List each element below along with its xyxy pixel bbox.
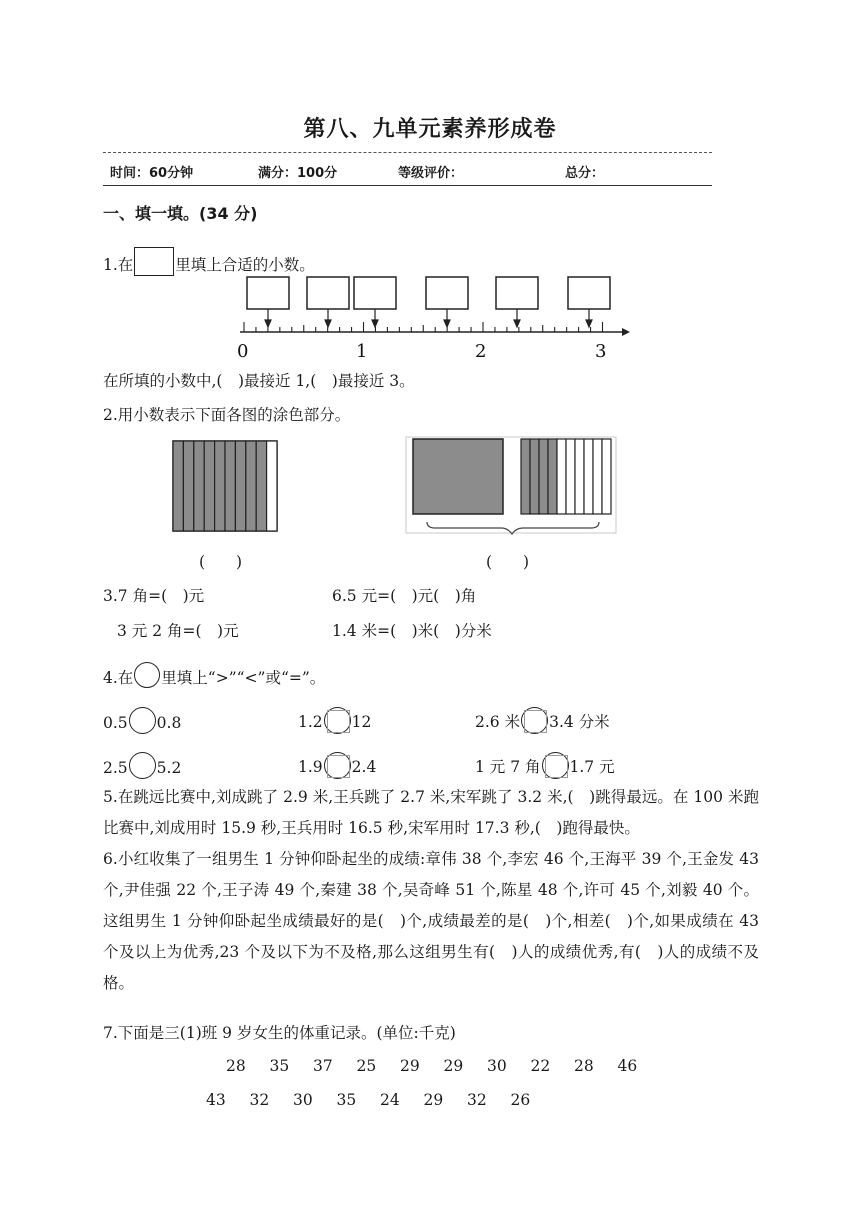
strip [256,441,266,531]
weight-row-2 [206,1091,554,1109]
compare-item: 1.2 12 [298,707,371,734]
weight-value: 29 [423,1091,444,1109]
answer-box[interactable] [247,277,289,309]
compare-item: 1 元 7 角 1.7 元 [475,752,615,779]
axis-arrow-icon [622,328,630,336]
answer-box[interactable] [568,277,610,309]
weight-value: 28 [226,1057,246,1075]
question-2: 2.用小数表示下面各图的涂色部分。 [103,406,351,424]
section-heading: 一、填一填。(34 分) [103,204,258,223]
meta-grade: 等级评价： [398,166,464,181]
question-5: 5.在跳远比赛中,刘成跳了 2.9 米,王兵跳了 2.7 米,宋军跳了 3.2 米,( )跳得最远。在 100 米跑比赛中,刘成用时 15.9 秒,王兵用时 16.5 秒,宋军用时 17.3 秒,( )跑得最快。 [103,788,759,837]
weight-row-1 [226,1057,661,1075]
q2-answer-left[interactable]: ( ) [199,553,243,571]
strip [204,441,214,531]
pointer-arrows [265,309,592,327]
q3-item-c: 3 元 2 角=( )元 [117,622,239,640]
answer-box[interactable] [354,277,396,309]
weight-value: 29 [443,1057,464,1075]
weight-value: 28 [574,1057,594,1075]
strip [575,439,584,514]
weight-value: 35 [336,1091,357,1109]
weight-value: 26 [510,1091,531,1109]
square-and-strips-figure [405,436,617,536]
strip [548,439,557,514]
page-title: 第八、九单元素养形成卷 [303,117,557,142]
question-7: 7.下面是三(1)班 9 岁女生的体重记录。(单位:千克) [103,1024,456,1042]
meta-time: 时间：60分钟 [110,166,194,181]
strip [530,439,539,514]
strip [557,439,566,514]
strip [225,441,235,531]
tick-label: 0 [237,341,249,362]
q1-post: 里填上合适的小数。 [175,256,315,274]
strip [246,441,256,531]
meta-total: 总分： [565,166,605,181]
answer-box-icon [134,247,174,276]
header-solid-divider [103,185,712,186]
q2-answer-right[interactable]: ( ) [486,553,530,571]
compare-circle[interactable] [542,752,569,779]
weight-value: 30 [487,1057,507,1075]
q3-item-a: 3.7 角=( )元 [103,587,205,605]
number-line-figure [230,272,630,364]
weight-value: 46 [617,1057,638,1075]
meta-full-score: 满分：100分 [258,166,338,181]
compare-circle[interactable] [324,752,351,779]
compare-circle[interactable] [129,707,156,734]
strip [235,441,245,531]
tick-label: 2 [475,341,487,362]
q1-followup: 在所填的小数中,( )最接近 1,( )最接近 3。 [103,372,415,390]
q3-item-b: 6.5 元=( )元( )角 [332,587,477,605]
tenth-strips [521,439,611,514]
strip [267,441,277,531]
compare-circle[interactable] [521,707,548,734]
number-line-ticks [244,322,603,332]
shaded-strips [173,441,277,531]
tick-label: 3 [595,341,607,362]
strip [593,439,602,514]
tick-label: 1 [356,341,368,362]
compare-item: 0.5 0.8 [103,707,181,734]
weight-value: 37 [313,1057,333,1075]
weight-value: 32 [249,1091,270,1109]
strip-figure [170,438,280,534]
weight-value: 22 [530,1057,551,1075]
strip [173,441,183,531]
strip [183,441,193,531]
brace-icon [427,522,599,534]
weight-value: 25 [356,1057,377,1075]
strip [194,441,204,531]
strip [566,439,575,514]
weight-value: 32 [467,1091,487,1109]
strip [215,441,225,531]
strip [539,439,548,514]
q3-item-d: 1.4 米=( )米( )分米 [332,622,492,640]
weight-value: 30 [293,1091,313,1109]
answer-box[interactable] [496,277,538,309]
header-dashed-divider [103,152,712,153]
weight-value: 24 [380,1091,400,1109]
strip [584,439,593,514]
shaded-square [413,439,503,514]
q4-pre: 4.在 [103,669,134,687]
question-4 [103,662,325,688]
compare-item: 1.9 2.4 [298,752,376,779]
strip [521,439,530,514]
q1-pre: 1.在 [103,256,134,274]
compare-item: 2.6 米 3.4 分米 [475,707,610,734]
weight-value: 43 [206,1091,226,1109]
compare-circle[interactable] [129,752,156,779]
answer-box[interactable] [426,277,468,309]
weight-value: 29 [400,1057,420,1075]
question-6: 6.小红收集了一组男生 1 分钟仰卧起坐的成绩:章伟 38 个,李宏 46 个,王海平 39 个,王金发 43 个,尹佳强 22 个,王子涛 49 个,秦建 38 个,吴奇峰 51 个,陈星 48 个,许可 45 个,刘毅 40 个。这组男生 1 分钟仰卧起坐成绩最好的是( )个,成绩最差的是( )个,相差( )个,如果成绩在 43 个及以上为优秀,23 个及以下为不及格,那么这组男生有( )人的成绩优秀,有( )人的成绩不及格。 [103,850,759,992]
compare-circle-icon [134,662,160,688]
q4-post: 里填上“>”“<”或“=”。 [161,669,326,687]
answer-box[interactable] [307,277,349,309]
weight-value: 35 [269,1057,290,1075]
compare-item: 2.5 5.2 [103,752,181,779]
compare-circle[interactable] [324,707,351,734]
strip [602,439,611,514]
